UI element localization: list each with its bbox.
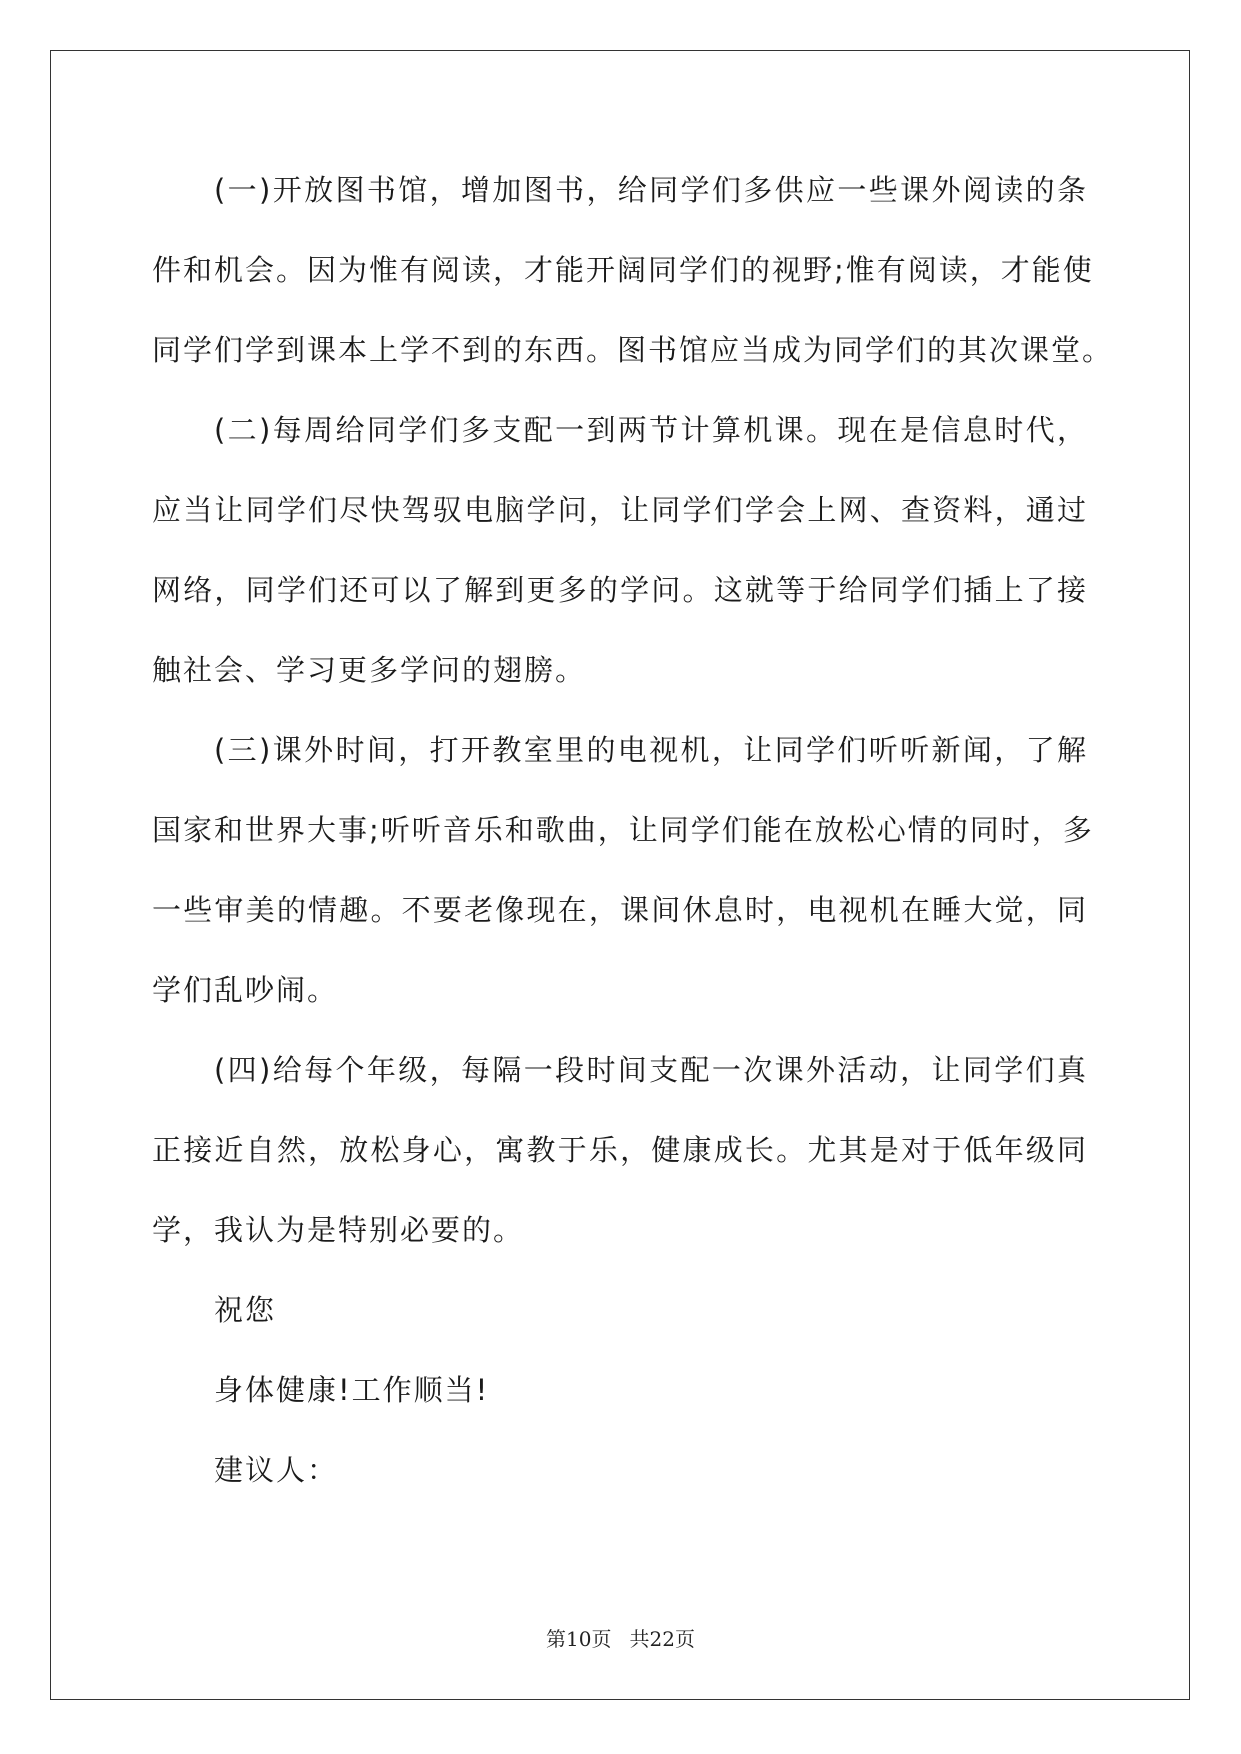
closing-greeting: 祝您 (214, 1293, 277, 1327)
text-line: 件和机会。因为惟有阅读，才能开阔同学们的视野;惟有阅读，才能使 (152, 253, 1094, 287)
paragraph-2 (152, 402, 1092, 722)
signature-label: 建议人： (214, 1453, 339, 1487)
paragraph-3 (152, 722, 1092, 1042)
text-line: 学们乱吵闹。 (152, 973, 339, 1007)
page-footer (0, 1623, 1241, 1652)
text-line: (二)每周给同学们多支配一到两节计算机课。现在是信息时代， (214, 413, 1088, 447)
paragraph-1 (152, 162, 1114, 402)
text-line: 触社会、学习更多学问的翅膀。 (152, 653, 587, 687)
text-line: 学，我认为是特别必要的。 (152, 1213, 525, 1247)
text-line: 国家和世界大事;听听音乐和歌曲，让同学们能在放松心情的同时，多 (152, 813, 1094, 847)
text-line: 网络，同学们还可以了解到更多的学问。这就等于给同学们插上了接 (152, 573, 1088, 607)
text-line: 同学们学到课本上学不到的东西。图书馆应当成为同学们的其次课堂。 (152, 333, 1114, 367)
text-line: 一些审美的情趣。不要老像现在，课间休息时，电视机在睡大觉，同 (152, 893, 1088, 927)
page-total: 共22页 (629, 1627, 695, 1651)
text-line: 正接近自然，放松身心，寓教于乐，健康成长。尤其是对于低年级同 (152, 1133, 1088, 1167)
paragraph-4 (152, 1042, 1092, 1282)
text-line: (一)开放图书馆，增加图书，给同学们多供应一些课外阅读的条 (214, 173, 1088, 207)
text-line: (三)课外时间，打开教室里的电视机，让同学们听听新闻，了解 (214, 733, 1088, 767)
closing-wish: 身体健康!工作顺当! (214, 1373, 490, 1407)
document-body (152, 162, 1114, 1522)
text-line: (四)给每个年级，每隔一段时间支配一次课外活动，让同学们真 (214, 1053, 1088, 1087)
text-line: 应当让同学们尽快驾驭电脑学问，让同学们学会上网、查资料，通过 (152, 493, 1088, 527)
page-number: 第10页 (546, 1627, 612, 1651)
